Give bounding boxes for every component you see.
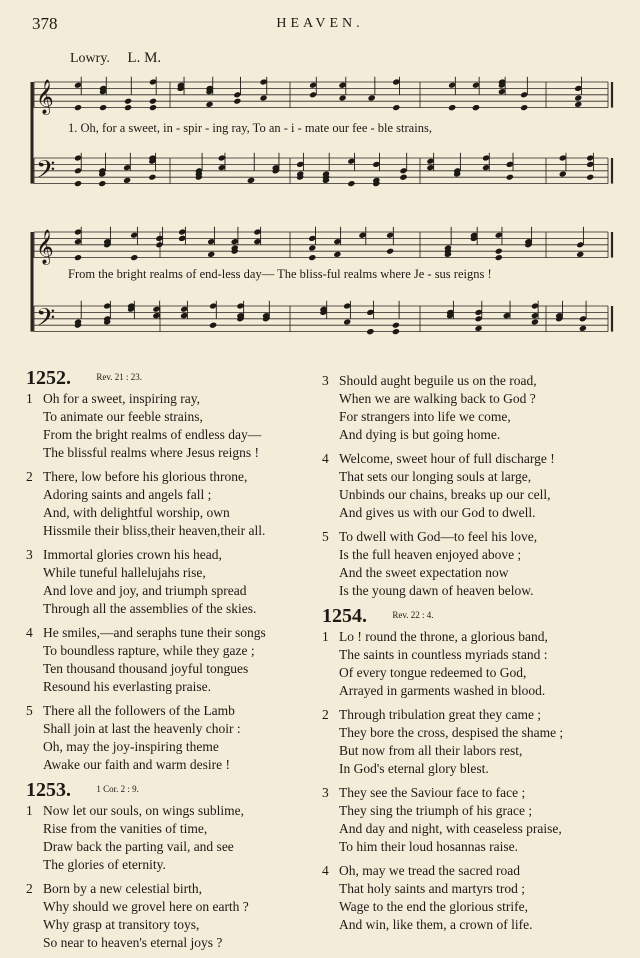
verse-line bbox=[322, 682, 618, 700]
verse-text: Ten thousand thousand joyful tongues bbox=[43, 661, 249, 676]
verse-line bbox=[26, 426, 318, 444]
verse-text: From the bright realms of endless day— bbox=[43, 427, 262, 442]
verse-text: Through all the assemblies of the skies. bbox=[43, 601, 257, 616]
stanza bbox=[322, 372, 618, 444]
verse-line bbox=[322, 724, 618, 742]
scripture-reference: Rev. 22 : 4. bbox=[392, 610, 434, 620]
verse-line bbox=[322, 898, 618, 916]
verse-text: Resound his everlasting praise. bbox=[43, 679, 211, 694]
verse-line bbox=[322, 784, 618, 802]
verse-text: Arrayed in garments washed in blood. bbox=[339, 683, 546, 698]
stanza bbox=[322, 450, 618, 522]
verse-text: Should aught beguile us on the road, bbox=[339, 373, 537, 388]
verse-line bbox=[26, 838, 318, 856]
verse-line bbox=[26, 624, 318, 642]
verse-line bbox=[26, 444, 318, 462]
page-number: 378 bbox=[32, 14, 58, 33]
page-header bbox=[0, 14, 640, 36]
verse-text: Is the young dawn of heaven below. bbox=[339, 583, 534, 598]
verse-text: In God's eternal glory blest. bbox=[339, 761, 489, 776]
verse-text: To animate our feeble strains, bbox=[43, 409, 203, 424]
verse-line bbox=[26, 720, 318, 738]
tune-name: Lowry. bbox=[70, 51, 110, 66]
verse-line bbox=[322, 628, 618, 646]
verse-text: They see the Saviour face to face ; bbox=[339, 785, 526, 800]
verse-text: That sets our longing souls at large, bbox=[339, 469, 532, 484]
verse-text: Oh, may the joy-inspiring theme bbox=[43, 739, 219, 754]
stanza bbox=[26, 702, 318, 774]
verse-line bbox=[26, 642, 318, 660]
verse-text: Draw back the parting vail, and see bbox=[43, 839, 234, 854]
verse-text: Now let our souls, on wings sublime, bbox=[43, 803, 244, 818]
verse-text: Born by a new celestial birth, bbox=[43, 881, 202, 896]
stanza-number: 5 bbox=[322, 529, 329, 544]
verse-line bbox=[26, 820, 318, 838]
stanza-number: 5 bbox=[26, 703, 33, 718]
verse-line bbox=[322, 880, 618, 898]
verse-text: They sing the triumph of his grace ; bbox=[339, 803, 533, 818]
verse-line bbox=[26, 702, 318, 720]
verse-text: Why grasp at transitory toys, bbox=[43, 917, 200, 932]
verse-text: And gives us with our God to dwell. bbox=[339, 505, 536, 520]
verse-text: Welcome, sweet hour of full discharge ! bbox=[339, 451, 555, 466]
verse-line bbox=[26, 660, 318, 678]
verse-line bbox=[26, 504, 318, 522]
verse-text: And day and night, with ceaseless praise, bbox=[339, 821, 562, 836]
verse-text: Oh, may we tread the sacred road bbox=[339, 863, 521, 878]
verse-text: For strangers into life we come, bbox=[339, 409, 511, 424]
verse-line bbox=[26, 582, 318, 600]
verse-line bbox=[26, 522, 318, 540]
svg-text:𝄞: 𝄞 bbox=[36, 79, 54, 115]
music-lyric-line-2: From the bright realms of end-less day— The bliss-ful realms where Je - sus reigns ! bbox=[68, 267, 492, 281]
stanza bbox=[26, 468, 318, 540]
hymn-number: 1252. bbox=[26, 367, 71, 389]
tune-meter: L. M. bbox=[127, 50, 162, 66]
verse-text: To boundless rapture, while they gaze ; bbox=[43, 643, 255, 658]
music-lyric-line-1: 1. Oh, for a sweet, in - spir - ing ray, To an - i - mate our fee - ble strains, bbox=[68, 121, 432, 135]
verse-text: And love and joy, and triumph spread bbox=[43, 583, 247, 598]
tune-heading bbox=[70, 50, 161, 67]
verse-line bbox=[26, 486, 318, 504]
verse-line bbox=[26, 678, 318, 696]
stanza-number: 4 bbox=[322, 863, 329, 878]
hymn-1254 bbox=[322, 606, 618, 934]
verse-line bbox=[322, 664, 618, 682]
verse-text: He smiles,—and seraphs tune their songs bbox=[43, 625, 266, 640]
stanza-number: 4 bbox=[322, 451, 329, 466]
scripture-reference: 1 Cor. 2 : 9. bbox=[96, 784, 139, 794]
verse-line bbox=[26, 802, 318, 820]
stanza-number: 3 bbox=[322, 373, 329, 388]
stanza-number: 1 bbox=[26, 803, 33, 818]
verse-text: Rise from the vanities of time, bbox=[43, 821, 208, 836]
left-column bbox=[26, 368, 318, 958]
stanza-number: 4 bbox=[26, 625, 33, 640]
verse-line bbox=[322, 426, 618, 444]
verse-line bbox=[322, 468, 618, 486]
verse-text: To dwell with God—to feel his love, bbox=[339, 529, 538, 544]
verse-text: Awake our faith and warm desire ! bbox=[43, 757, 230, 772]
verse-line bbox=[322, 582, 618, 600]
hymn-number: 1253. bbox=[26, 779, 71, 801]
verse-line bbox=[322, 564, 618, 582]
hymn-number: 1254. bbox=[322, 605, 367, 627]
verse-line bbox=[322, 390, 618, 408]
svg-text:𝄞: 𝄞 bbox=[36, 229, 54, 265]
verse-text: Shall join at last the heavenly choir : bbox=[43, 721, 241, 736]
stanza bbox=[26, 390, 318, 462]
stanza-number: 1 bbox=[322, 629, 329, 644]
verse-text: Why should we grovel here on earth ? bbox=[43, 899, 249, 914]
verse-line bbox=[322, 742, 618, 760]
verse-line bbox=[322, 546, 618, 564]
verse-text: Wage to the end the glorious strife, bbox=[339, 899, 528, 914]
verse-text: Immortal glories crown his head, bbox=[43, 547, 222, 562]
verse-text: Through tribulation great they came ; bbox=[339, 707, 542, 722]
svg-text:𝄢: 𝄢 bbox=[36, 303, 56, 339]
verse-text: Lo ! round the throne, a glorious band, bbox=[339, 629, 548, 644]
verse-text: There all the followers of the Lamb bbox=[43, 703, 235, 718]
verse-line bbox=[322, 408, 618, 426]
verse-text: And the sweet expectation now bbox=[339, 565, 509, 580]
verse-line bbox=[322, 372, 618, 390]
verse-text: Oh for a sweet, inspiring ray, bbox=[43, 391, 200, 406]
verse-line bbox=[26, 600, 318, 618]
hymn-1253 bbox=[26, 780, 318, 952]
verse-line bbox=[26, 408, 318, 426]
stanza bbox=[322, 528, 618, 600]
verse-text: But now from all their labors rest, bbox=[339, 743, 523, 758]
verse-line bbox=[322, 706, 618, 724]
hymn-1252 bbox=[26, 368, 318, 774]
verse-text: That holy saints and martyrs trod ; bbox=[339, 881, 525, 896]
verse-text: So near to heaven's eternal joys ? bbox=[43, 935, 223, 950]
verse-line bbox=[26, 934, 318, 952]
svg-text:𝄢: 𝄢 bbox=[36, 155, 56, 191]
verse-text: Adoring saints and angels fall ; bbox=[43, 487, 212, 502]
verse-line bbox=[26, 916, 318, 934]
stanza-number: 2 bbox=[26, 469, 33, 484]
verse-line bbox=[26, 756, 318, 774]
verse-line bbox=[26, 390, 318, 408]
verse-text: They bore the cross, despised the shame ; bbox=[339, 725, 564, 740]
verse-line bbox=[26, 898, 318, 916]
verse-line bbox=[26, 564, 318, 582]
scripture-reference: Rev. 21 : 23. bbox=[96, 372, 143, 382]
right-column bbox=[322, 372, 618, 940]
verse-text: And win, like them, a crown of life. bbox=[339, 917, 533, 932]
verse-line bbox=[322, 802, 618, 820]
stanza-number: 2 bbox=[322, 707, 329, 722]
stanza bbox=[26, 546, 318, 618]
verse-line bbox=[322, 646, 618, 664]
running-title: HEAVEN. bbox=[276, 16, 364, 31]
verse-line bbox=[26, 856, 318, 874]
verse-line bbox=[322, 862, 618, 880]
musical-score bbox=[0, 66, 640, 356]
verse-text: And, with delightful worship, own bbox=[43, 505, 230, 520]
verse-text: Of every tongue redeemed to God, bbox=[339, 665, 527, 680]
hymn-heading bbox=[26, 368, 318, 390]
stanza bbox=[26, 624, 318, 696]
verse-line bbox=[322, 760, 618, 778]
verse-line bbox=[322, 504, 618, 522]
verse-line bbox=[26, 880, 318, 898]
verse-line bbox=[322, 838, 618, 856]
hymn-heading bbox=[26, 780, 318, 802]
verse-text: Unbinds our chains, breaks up our cell, bbox=[339, 487, 551, 502]
verse-text: When we are walking back to God ? bbox=[339, 391, 536, 406]
stanza bbox=[322, 706, 618, 778]
verse-line bbox=[26, 546, 318, 564]
verse-line bbox=[26, 738, 318, 756]
verse-line bbox=[26, 468, 318, 486]
verse-line bbox=[322, 528, 618, 546]
stanza bbox=[322, 784, 618, 856]
stanza-number: 3 bbox=[26, 547, 33, 562]
hymn-1253-continued bbox=[322, 372, 618, 600]
stanza-number: 2 bbox=[26, 881, 33, 896]
verse-text: To him their loud hosannas raise. bbox=[339, 839, 519, 854]
verse-text: There, low before his glorious throne, bbox=[43, 469, 248, 484]
verse-line bbox=[322, 450, 618, 468]
verse-line bbox=[322, 820, 618, 838]
hymn-heading bbox=[322, 606, 618, 628]
stanza bbox=[322, 862, 618, 934]
stanza bbox=[26, 802, 318, 874]
verse-text: Is the full heaven enjoyed above ; bbox=[339, 547, 522, 562]
stanza bbox=[322, 628, 618, 700]
verse-line bbox=[322, 486, 618, 504]
verse-text: The blissful realms where Jesus reigns ! bbox=[43, 445, 259, 460]
verse-text: The saints in countless myriads stand : bbox=[339, 647, 548, 662]
verse-text: The glories of eternity. bbox=[43, 857, 166, 872]
stanza-number: 1 bbox=[26, 391, 33, 406]
stanza-number: 3 bbox=[322, 785, 329, 800]
verse-text: While tuneful hallelujahs rise, bbox=[43, 565, 206, 580]
verse-text: Hissmile their bliss,their heaven,their all. bbox=[43, 523, 266, 538]
verse-line bbox=[322, 916, 618, 934]
verse-text: And dying is but going home. bbox=[339, 427, 501, 442]
stanza bbox=[26, 880, 318, 952]
